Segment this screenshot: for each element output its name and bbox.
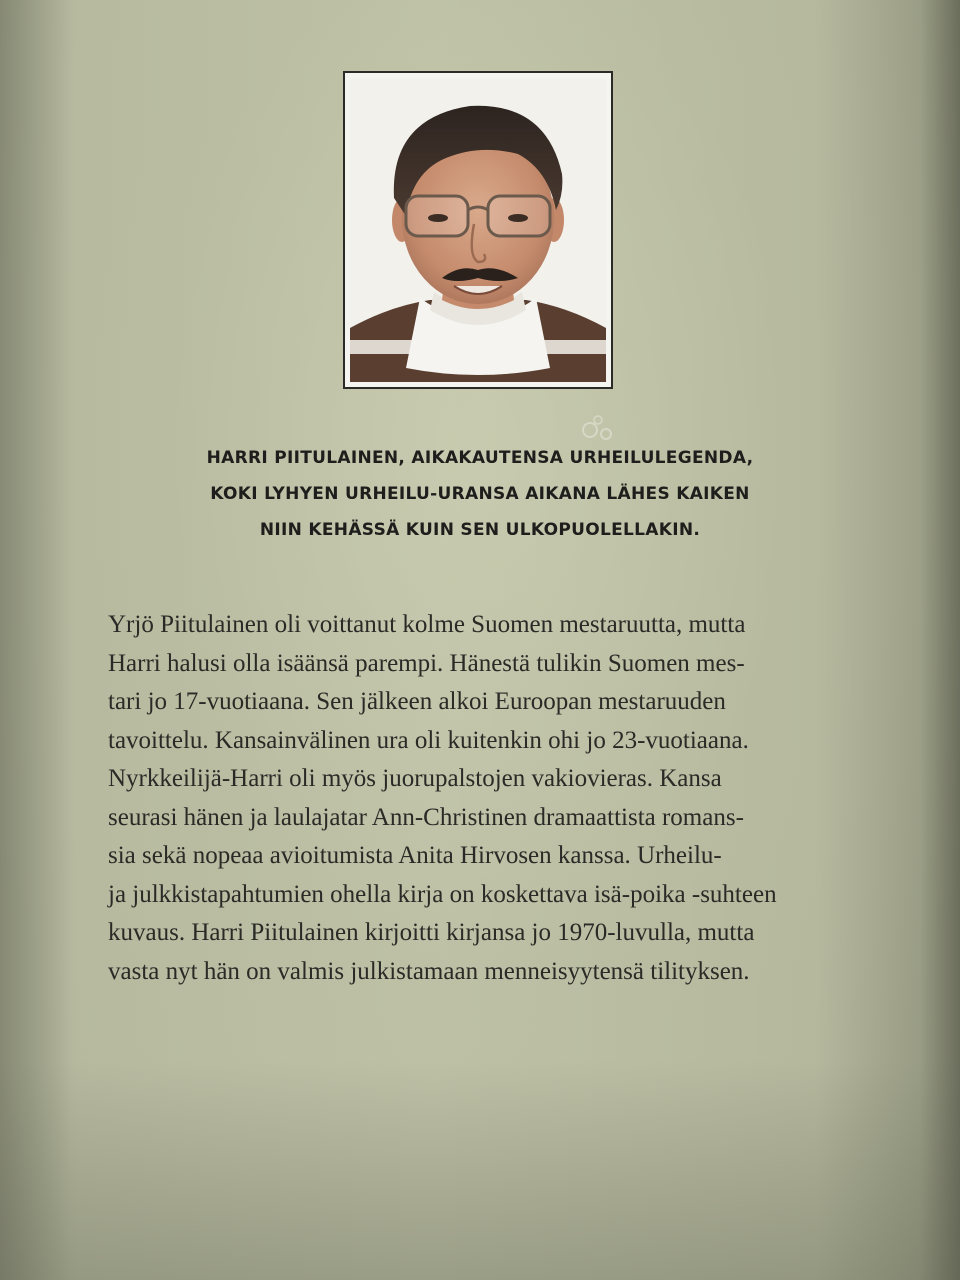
author-photo [350, 78, 606, 382]
headline-line: KOKI LYHYEN URHEILU-URANSA AIKANA LÄHES KAIKEN [210, 484, 750, 504]
blurb-line: sia sekä nopeaa avioitumista Anita Hirvosen kanssa. Urheilu- [108, 842, 722, 869]
blurb-line: ja julkkistapahtumien ohella kirja on koskettava isä-poika -suhteen [108, 880, 777, 908]
headline-line: NIIN KEHÄSSÄ KUIN SEN ULKOPUOLELLAKIN. [259, 520, 701, 540]
blurb-line: tavoittelu. Kansainvälinen ura oli kuitenkin ohi jo 23-vuotiaana. [108, 726, 749, 754]
blurb-line: kuvaus. Harri Piitulainen kirjoitti kirjansa jo 1970-luvulla, mutta [108, 919, 755, 946]
bottom-shading [0, 1060, 960, 1280]
blurb-line: Yrjö Piitulainen oli voittanut kolme Suomen mestaruutta, mutta [108, 611, 746, 638]
blurb-line: tari jo 17-vuotiaana. Sen jälkeen alkoi Euroopan mestaruuden [108, 688, 726, 715]
blurb-line: Harri halusi olla isäänsä parempi. Hänestä tulikin Suomen mes- [108, 649, 745, 677]
blurb-text [108, 606, 868, 991]
headline-line: HARRI PIITULAINEN, AIKAKAUTENSA URHEILULEGENDA, [206, 448, 754, 468]
author-portrait-illustration [350, 78, 606, 382]
blurb-line: vasta nyt hän on valmis julkistamaan menneisyytensä tilityksen. [108, 957, 750, 985]
author-photo-frame [345, 73, 611, 387]
blurb-line: seurasi hänen ja laulajatar Ann-Christinen dramaattista romans- [108, 803, 744, 831]
blurb-line: Nyrkkeilijä-Harri oli myös juorupalstojen vakiovieras. Kansa [108, 765, 722, 792]
headline [100, 440, 860, 548]
